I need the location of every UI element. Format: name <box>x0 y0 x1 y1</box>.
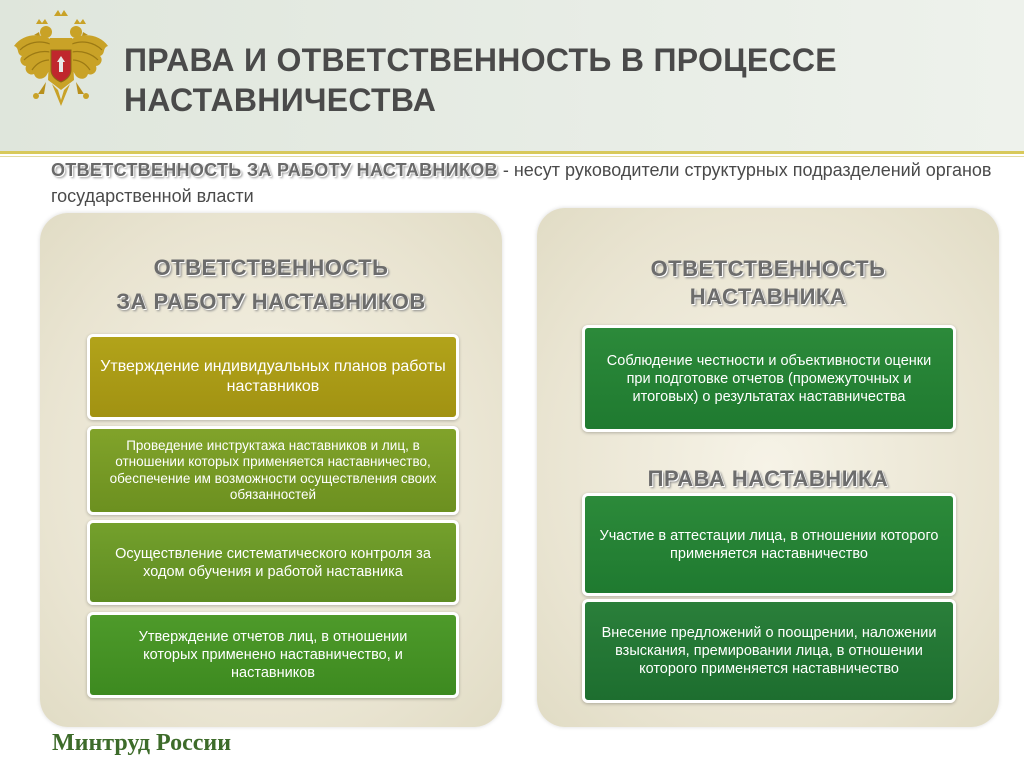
rights-item-1: Участие в аттестации лица, в отношении которого применяется наставничество <box>582 493 956 596</box>
right-panel-heading-line2: НАСТАВНИКА <box>689 284 847 309</box>
left-item-4: Утверждение отчетов лиц, в отношении которых применено наставничество, и наставников <box>87 612 459 698</box>
header-divider <box>0 151 1024 154</box>
left-panel-heading-line2: ЗА РАБОТУ НАСТАВНИКОВ <box>116 289 426 314</box>
left-panel-heading <box>40 251 502 319</box>
left-item-3: Осуществление систематического контроля за ходом обучения и работой наставника <box>87 520 459 605</box>
left-item-2: Проведение инструктажа наставников и лиц, в отношении которых применяется наставничество, обеспечение им возможности осуществления своих обязанностей <box>87 426 459 515</box>
page-title <box>124 40 984 120</box>
page-title-line1: ПРАВА И ОТВЕТСТВЕННОСТЬ В ПРОЦЕССЕ <box>124 42 837 78</box>
right-panel-heading-line1: ОТВЕТСТВЕННОСТЬ <box>650 256 886 281</box>
mentors-responsibility-panel <box>40 213 502 727</box>
page-title-line2: НАСТАВНИЧЕСТВА <box>124 82 437 118</box>
intro-highlight: ОТВЕТСТВЕННОСТЬ ЗА РАБОТУ НАСТАВНИКОВ <box>51 160 498 180</box>
left-panel-heading-line1: ОТВЕТСТВЕННОСТЬ <box>153 255 389 280</box>
mentor-rights-panel <box>537 208 999 727</box>
rights-heading: ПРАВА НАСТАВНИКА <box>647 466 889 491</box>
russian-coat-of-arms-icon <box>12 10 110 116</box>
right-responsibility-item: Соблюдение честности и объективности оценки при подготовке отчетов (промежуточных и итоговых) о результатах наставничества <box>582 325 956 432</box>
ministry-footer: Минтруд России <box>52 730 232 756</box>
left-item-1: Утверждение индивидуальных планов работы наставников <box>87 334 459 420</box>
intro-rest: - несут руководители структурных подразделений органов государственной власти <box>51 160 992 206</box>
intro-statement <box>51 157 1001 209</box>
right-panel-heading <box>537 255 999 311</box>
rights-item-2: Внесение предложений о поощрении, наложении взыскания, премировании лица, в отношении которого применяется наставничество <box>582 599 956 703</box>
